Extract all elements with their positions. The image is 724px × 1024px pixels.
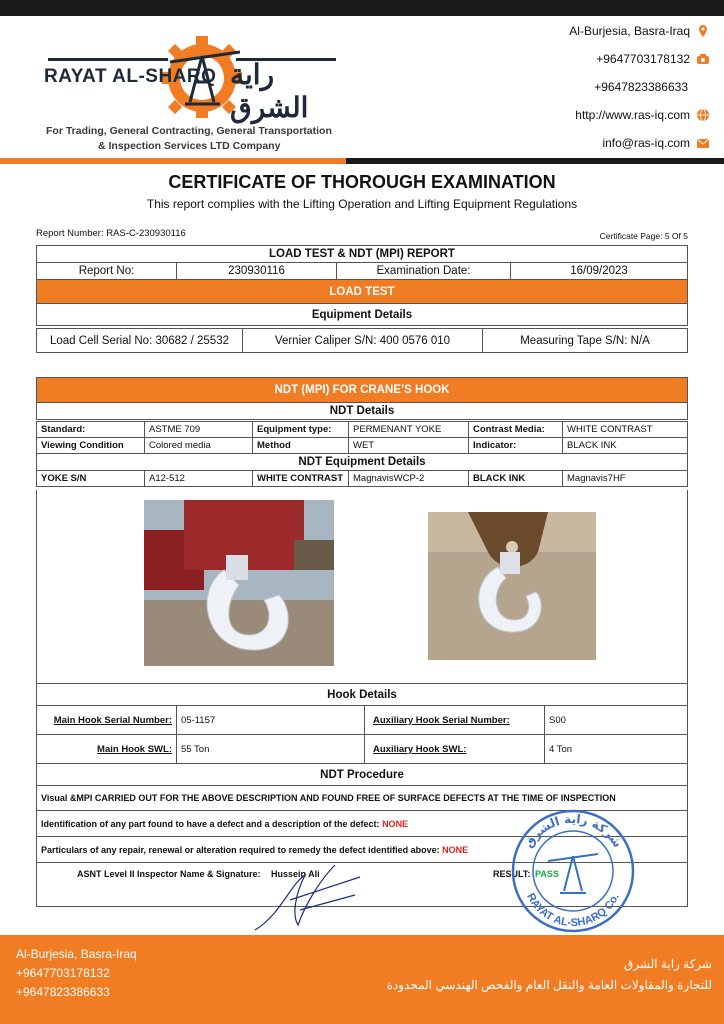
contrast-media-label: Contrast Media: — [469, 422, 563, 438]
footer — [0, 935, 724, 1024]
main-hook-serial-value: 05-1157 — [177, 706, 365, 735]
yoke-value: A12-512 — [145, 471, 253, 487]
aux-hook-serial-label: Auxiliary Hook Serial Number: — [373, 714, 510, 726]
defect-value: NONE — [382, 818, 409, 829]
company-name-en: RAYAT AL-SHARQ — [44, 66, 217, 87]
inspector-name: Hussein Ali — [271, 869, 320, 879]
contact-website[interactable] — [575, 108, 710, 122]
stamp-english-text: RAYAT AL-SHARQ Co. — [524, 891, 622, 930]
inspector-label: ASNT Level II Inspector Name & Signature: — [77, 869, 261, 879]
certificate-subtitle: This report complies with the Lifting Operation and Lifting Equipment Regulations — [146, 197, 578, 211]
standard-value: ASTME 709 — [145, 422, 253, 438]
contact-phone2[interactable] — [594, 80, 688, 94]
ndt-equipment-heading: NDT Equipment Details — [37, 454, 688, 471]
contrast-media-value: WHITE CONTRAST — [563, 422, 688, 438]
header — [0, 16, 724, 161]
method-value: WET — [349, 438, 469, 454]
header-divider-dark — [346, 158, 724, 164]
indicator-label: Indicator: — [469, 438, 563, 454]
result-value: PASS — [535, 869, 559, 879]
exam-date-label: Examination Date: — [337, 263, 511, 280]
measuring-tape-serial: Measuring Tape S/N: N/A — [483, 329, 688, 353]
ndt-procedure-heading: NDT Procedure — [37, 764, 688, 786]
certificate-title: CERTIFICATE OF THOROUGH EXAMINATION — [168, 172, 556, 192]
result-label: RESULT: — [493, 869, 531, 879]
contact-phone1-text: +9647703178132 — [596, 52, 690, 66]
envelope-icon — [696, 136, 710, 150]
procedure-line-1: Visual &MPI CARRIED OUT FOR THE ABOVE DESCRIPTION AND FOUND FREE OF SURFACE DEFECTS AT THE TIME OF INSPECTION — [37, 786, 688, 811]
main-hook-swl-value: 55 Ton — [177, 735, 365, 764]
white-contrast-value: MagnavisWCP-2 — [349, 471, 469, 487]
hook-photos — [36, 490, 688, 684]
footer-phone1: +9647703178132 — [16, 966, 110, 980]
contact-phone2-text: +9647823386633 — [594, 80, 688, 94]
load-cell-serial: Load Cell Serial No: 30682 / 25532 — [37, 329, 243, 353]
repair-value: NONE — [442, 844, 469, 855]
equipment-type-label: Equipment type: — [253, 422, 349, 438]
globe-icon — [696, 108, 710, 122]
company-name-ar: راية الشرق — [230, 59, 309, 123]
yoke-label: YOKE S/N — [37, 471, 145, 487]
method-label: Method — [253, 438, 349, 454]
company-tagline-1: For Trading, General Contracting, General Transportation — [46, 125, 332, 137]
top-bar — [0, 0, 724, 16]
certificate-page: Certificate Page: 5 Of 5 — [599, 231, 688, 241]
main-hook-serial-label: Main Hook Serial Number: — [53, 714, 172, 726]
procedure-line-3-text: Particulars of any repair, renewal or alteration required to remedy the defect identified above: — [41, 844, 440, 855]
telephone-icon — [696, 52, 710, 66]
stamp-arabic-text: شركة راية الشرق — [521, 811, 625, 851]
hook-photo-1 — [144, 500, 334, 666]
exam-date-value: 16/09/2023 — [511, 263, 688, 280]
report-no-value: 230930116 — [177, 263, 337, 280]
aux-hook-swl-value: 4 Ton — [545, 735, 688, 764]
contact-website-text: http://www.ras-iq.com — [575, 108, 690, 122]
footer-company-desc-ar: للتجارة والمقاولات العامة والنقل العام والفحص الهندسي المحدودة — [386, 978, 712, 992]
footer-address: Al-Burjesia, Basra-Iraq — [16, 947, 137, 961]
contact-address — [569, 24, 710, 38]
equipment-details-heading: Equipment Details — [37, 304, 688, 326]
report-heading: LOAD TEST & NDT (MPI) REPORT — [37, 246, 688, 263]
equipment-type-value: PERMENANT YOKE — [349, 422, 469, 438]
report-no-label: Report No: — [37, 263, 177, 280]
viewing-condition-label: Viewing Condition — [37, 438, 145, 454]
main-hook-swl-label: Main Hook SWL: — [97, 743, 172, 755]
inspector-signature-icon — [250, 855, 370, 935]
hook-photo-2 — [428, 512, 596, 660]
header-divider-orange — [0, 158, 346, 164]
contact-address-text: Al-Burjesia, Basra-Iraq — [569, 24, 690, 38]
black-ink-value: Magnavis7HF — [563, 471, 688, 487]
vernier-caliper-serial: Vernier Caliper S/N: 400 0576 010 — [243, 329, 483, 353]
standard-label: Standard: — [37, 422, 145, 438]
indicator-value: BLACK INK — [563, 438, 688, 454]
aux-hook-serial-value: S00 — [545, 706, 688, 735]
load-test-banner: LOAD TEST — [37, 280, 688, 304]
contact-email-text: info@ras-iq.com — [602, 136, 690, 150]
footer-company-name-ar: شركة راية الشرق — [623, 957, 712, 971]
viewing-condition-value: Colored media — [145, 438, 253, 454]
ndt-details-heading: NDT Details — [37, 403, 688, 420]
contact-email[interactable] — [602, 136, 710, 150]
equipment-table — [36, 328, 688, 353]
location-pin-icon — [696, 24, 710, 38]
ndt-section-banner: NDT (MPI) FOR CRANE’S HOOK — [37, 378, 688, 403]
contact-phone1[interactable] — [596, 52, 710, 66]
procedure-line-2-text: Identification of any part found to have a defect and a description of the defect: — [41, 818, 380, 829]
aux-hook-swl-label: Auxiliary Hook SWL: — [373, 743, 467, 755]
hook-details-heading: Hook Details — [37, 684, 688, 706]
ndt-details-table — [36, 421, 688, 487]
report-table — [36, 245, 688, 326]
white-contrast-label: WHITE CONTRAST — [253, 471, 349, 487]
ndt-table — [36, 377, 688, 420]
company-logo — [40, 22, 350, 162]
black-ink-label: BLACK INK — [469, 471, 563, 487]
footer-phone2: +9647823386633 — [16, 985, 110, 999]
company-tagline-2: & Inspection Services LTD Company — [98, 140, 281, 152]
company-stamp-icon — [508, 806, 638, 936]
report-number: Report Number: RAS-C-230930116 — [36, 228, 186, 239]
